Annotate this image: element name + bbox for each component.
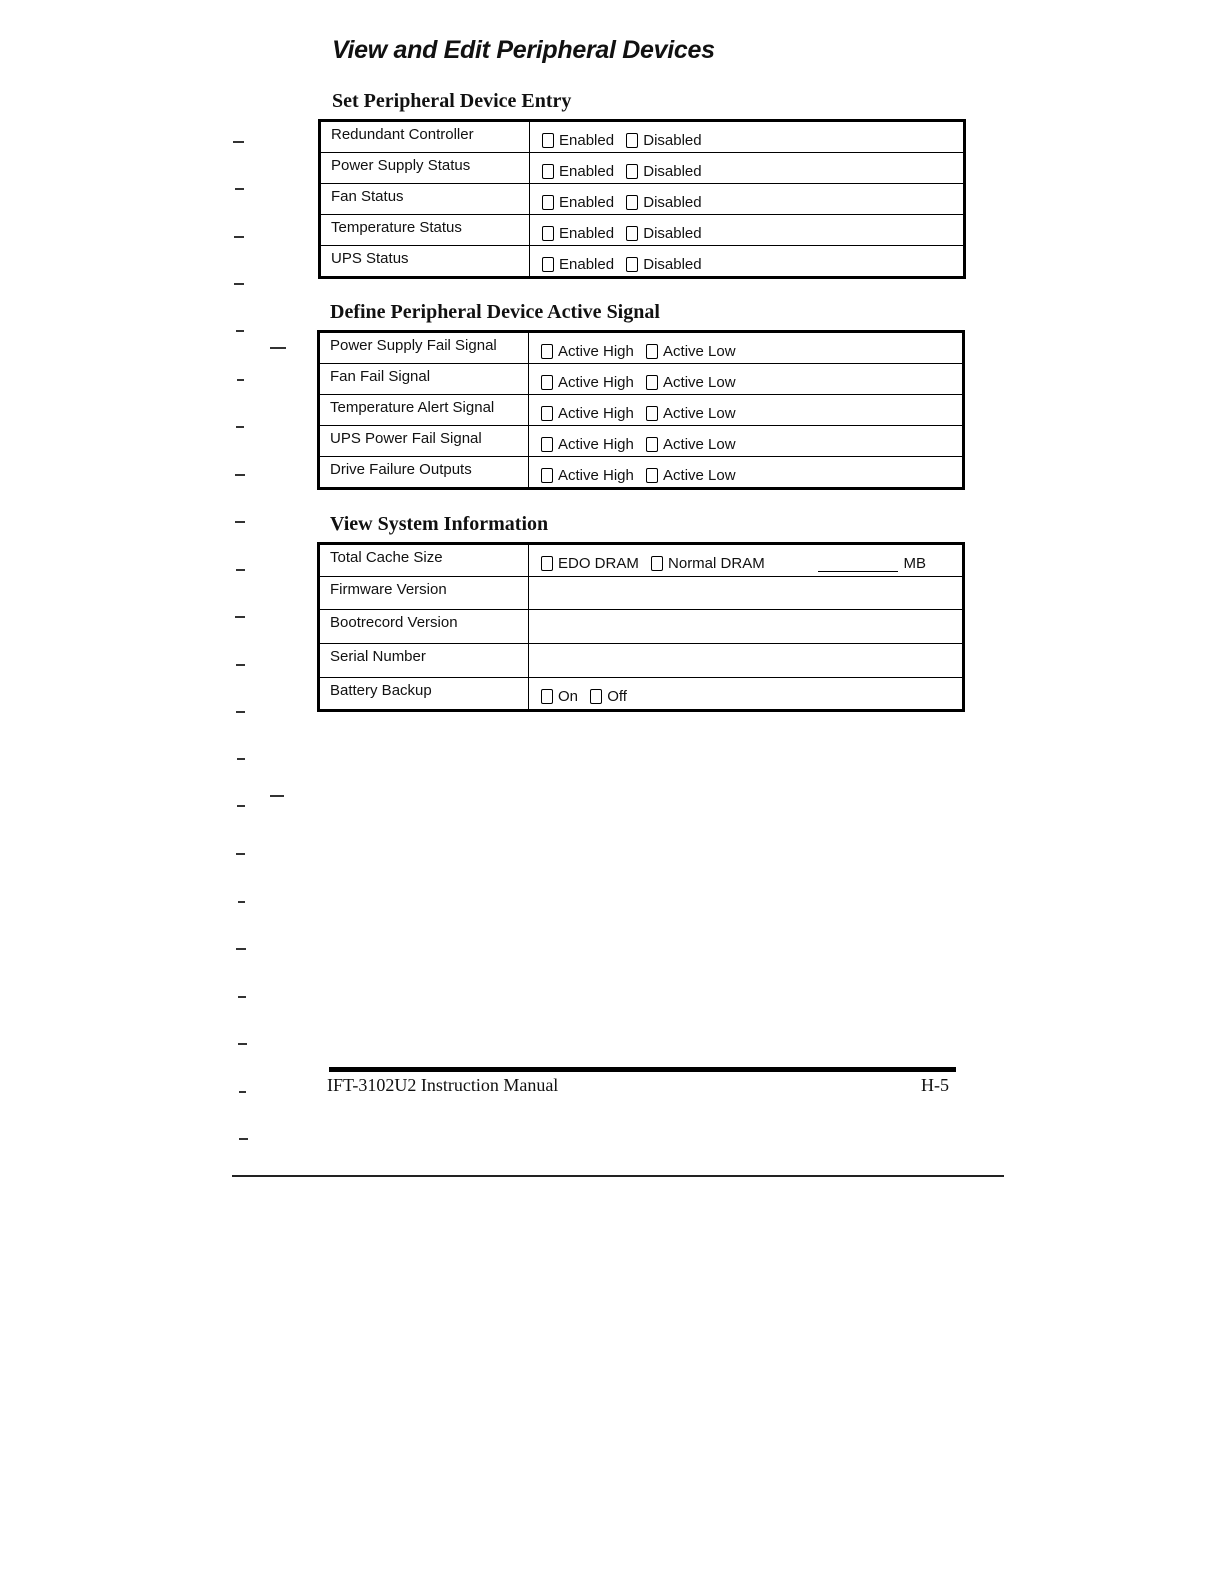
option-label: Enabled [559,256,615,273]
section-heading-system-info: View System Information [330,513,549,535]
row-options [529,544,964,577]
row-label: Serial Number [319,644,529,678]
option-label: Disabled [643,132,702,149]
section-heading-device-entry: Set Peripheral Device Entry [332,90,572,112]
row-label: UPS Power Fail Signal [319,426,529,457]
on-checkbox[interactable] [541,689,553,704]
enabled-checkbox[interactable] [542,226,554,241]
option-label: On [558,688,579,705]
margin-mark [235,188,244,190]
row-label: Redundant Controller [320,121,530,153]
row-options [529,426,964,457]
table-row [319,426,964,457]
table-row [319,678,964,711]
margin-mark [236,426,244,428]
table-row [319,332,964,364]
row-options [530,153,965,184]
margin-mark [236,569,245,571]
margin-mark [239,1091,246,1093]
margin-mark [236,853,245,855]
row-label: Power Supply Status [320,153,530,184]
row-label: Power Supply Fail Signal [319,332,529,364]
row-label: Total Cache Size [319,544,529,577]
row-options [529,332,964,364]
margin-mark [235,616,245,618]
margin-mark [234,283,244,285]
table-row [319,395,964,426]
enabled-checkbox[interactable] [542,195,554,210]
margin-mark [233,141,244,143]
row-label: Bootrecord Version [319,610,529,644]
table-row [320,184,965,215]
row-options [529,364,964,395]
row-label: Battery Backup [319,678,529,711]
option-label: Active High [558,374,634,391]
margin-mark [236,664,245,666]
option-label: EDO DRAM [558,555,639,572]
bootrecord-version-field[interactable] [529,610,964,644]
margin-mark [235,474,245,476]
page-title: View and Edit Peripheral Devices [332,36,715,64]
disabled-checkbox[interactable] [626,195,638,210]
table-row [320,246,965,278]
margin-mark [234,236,244,238]
option-label: Disabled [643,256,702,273]
option-label: Active Low [663,467,736,484]
row-label: UPS Status [320,246,530,278]
disabled-checkbox[interactable] [626,257,638,272]
margin-mark [239,1138,248,1140]
option-label: Disabled [643,163,702,180]
row-options [529,457,964,489]
margin-mark [236,711,245,713]
option-label: Active Low [663,374,736,391]
table-row [320,121,965,153]
option-label: Enabled [559,163,615,180]
system-info-table [317,542,965,712]
margin-mark [270,347,286,349]
row-label: Drive Failure Outputs [319,457,529,489]
margin-mark [235,521,245,523]
row-label: Temperature Alert Signal [319,395,529,426]
footer-page-number: H-5 [921,1075,949,1095]
option-label: Normal DRAM [668,555,765,572]
active-low-checkbox[interactable] [646,468,658,483]
serial-number-field[interactable] [529,644,964,678]
active-low-checkbox[interactable] [646,344,658,359]
off-checkbox[interactable] [590,689,602,704]
enabled-checkbox[interactable] [542,164,554,179]
margin-mark [238,901,245,903]
option-label: Disabled [643,194,702,211]
option-label: Enabled [559,132,615,149]
option-label: Active Low [663,405,736,422]
table-row [319,544,964,577]
active-high-checkbox[interactable] [541,406,553,421]
row-options [530,246,965,278]
active-high-checkbox[interactable] [541,468,553,483]
margin-mark [270,795,284,797]
option-label: Active Low [663,436,736,453]
footer-manual-title: IFT-3102U2 Instruction Manual [327,1075,559,1095]
option-label: Active High [558,436,634,453]
enabled-checkbox[interactable] [542,133,554,148]
margin-mark [236,330,244,332]
row-options [529,395,964,426]
option-label: Active High [558,343,634,360]
active-high-checkbox[interactable] [541,375,553,390]
row-label: Temperature Status [320,215,530,246]
edo-dram-checkbox[interactable] [541,556,553,571]
enabled-checkbox[interactable] [542,257,554,272]
margin-mark [237,805,245,807]
option-label: Active High [558,405,634,422]
table-row [319,644,964,678]
cache-size-blank[interactable] [818,559,898,572]
table-row [319,364,964,395]
row-label: Firmware Version [319,577,529,610]
active-low-checkbox[interactable] [646,437,658,452]
table-row [319,610,964,644]
active-signal-table [317,330,965,490]
row-label: Fan Fail Signal [319,364,529,395]
table-row [319,577,964,610]
bottom-rule [232,1175,1004,1177]
device-entry-table [318,119,966,279]
option-label: Active High [558,467,634,484]
option-label: Enabled [559,225,615,242]
active-high-checkbox[interactable] [541,437,553,452]
margin-mark [238,996,246,998]
row-options [529,678,964,711]
active-low-checkbox[interactable] [646,375,658,390]
row-options [530,121,965,153]
option-label: Enabled [559,194,615,211]
active-high-checkbox[interactable] [541,344,553,359]
firmware-version-field[interactable] [529,577,964,610]
disabled-checkbox[interactable] [626,164,638,179]
disabled-checkbox[interactable] [626,226,638,241]
row-options [530,184,965,215]
table-row [320,153,965,184]
section-heading-active-signal: Define Peripheral Device Active Signal [330,301,660,323]
row-label: Fan Status [320,184,530,215]
margin-mark [237,758,245,760]
row-options [530,215,965,246]
option-label: Off [607,688,627,705]
active-low-checkbox[interactable] [646,406,658,421]
table-row [319,457,964,489]
normal-dram-checkbox[interactable] [651,556,663,571]
option-label: Disabled [643,225,702,242]
unit-label: MB [903,555,926,572]
footer-rule [329,1067,956,1072]
margin-mark [238,1043,247,1045]
table-row [320,215,965,246]
margin-mark [236,948,246,950]
option-label: Active Low [663,343,736,360]
disabled-checkbox[interactable] [626,133,638,148]
margin-mark [237,379,244,381]
